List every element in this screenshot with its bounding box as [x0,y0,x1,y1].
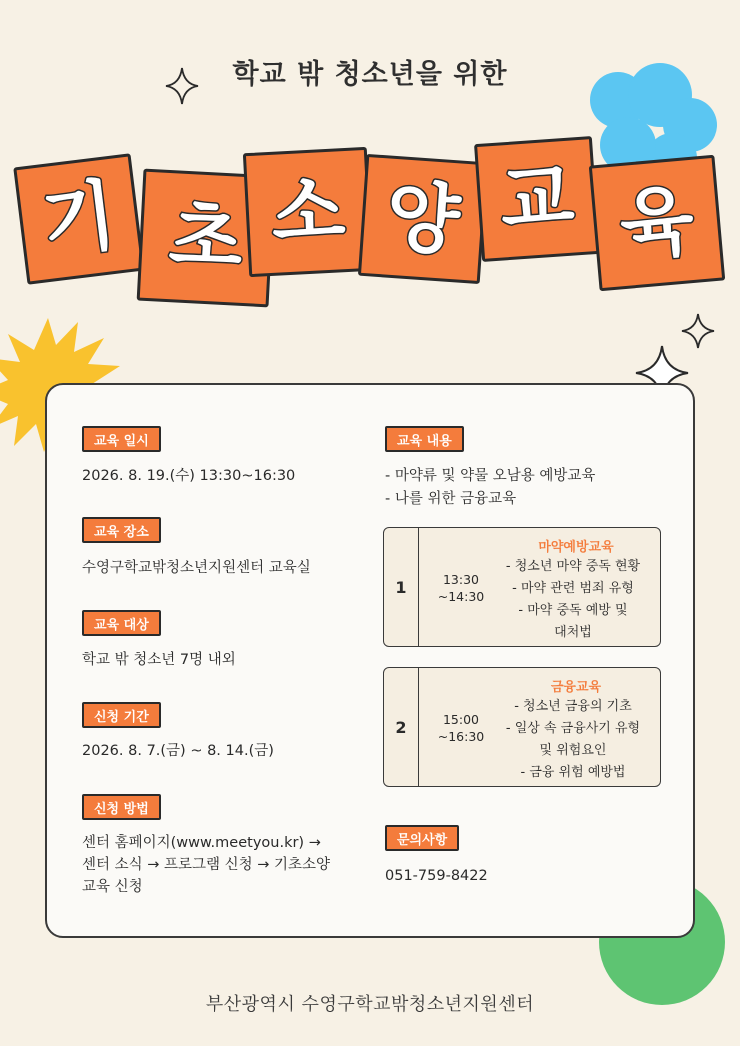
contact-phone: 051-759-8422 [385,868,488,884]
method-line-1: 센터 홈페이지(www.meetyou.kr) → [82,835,321,851]
place-label: 교육 장소 [82,517,161,543]
footer-organization: 부산광역시 수영구학교밖청소년지원센터 [205,994,535,1015]
list-item: - 청소년 금융의 기초 [514,699,632,714]
title-char: 초 [167,191,246,284]
list-item: 및 위험요인 [539,743,607,758]
session-items [492,696,654,784]
method-line-2: 센터 소식 → 프로그램 신청 → 기초소양 [82,857,331,873]
session-number: 2 [384,668,419,786]
content-item-1: - 마약류 및 약물 오남용 예방교육 [385,468,596,484]
content-label: 교육 내용 [385,426,464,452]
title-char: 양 [383,171,463,266]
method-label: 신청 방법 [82,794,161,820]
session-time-start: 15:00 [442,712,480,727]
title-tile-4 [358,154,488,284]
title-tile-5 [474,136,600,262]
contact-label: 문의사항 [385,825,459,851]
session-items [492,556,654,644]
sparkle-icon [682,314,714,348]
list-item: - 청소년 마약 중독 현황 [505,559,641,574]
method-line-3: 교육 신청 [82,879,143,895]
title-tile-3 [243,147,373,277]
session-time-end: ~14:30 [437,589,485,604]
title-tile-6 [589,155,726,292]
schedule-value: 2026. 8. 19.(수) 13:30~16:30 [82,468,296,484]
list-item: - 금융 위험 예방법 [520,765,626,780]
title-char: 소 [268,165,347,258]
target-label: 교육 대상 [82,610,161,636]
place-value: 수영구학교밖청소년지원센터 교육실 [82,560,311,576]
period-label: 신청 기간 [82,702,161,728]
session-time-start: 13:30 [442,572,480,587]
list-item: - 일상 속 금융사기 유형 [505,721,641,736]
title-tile-1 [13,153,145,285]
period-value: 2026. 8. 7.(금) ~ 8. 14.(금) [82,743,274,759]
session-box-1 [383,527,661,647]
session-title: 마약예방교육 [538,540,614,555]
schedule-label: 교육 일시 [82,426,161,452]
target-value: 학교 밖 청소년 7명 내외 [82,652,236,668]
title-char: 기 [37,169,121,268]
content-item-2: - 나를 위한 금융교육 [385,491,517,507]
title-char: 육 [616,174,698,271]
session-title: 금융교육 [550,680,602,695]
subtitle: 학교 밖 청소년을 위한 [232,59,508,90]
list-item: 대처법 [554,625,592,640]
list-item: - 마약 중독 예방 및 [518,603,628,618]
list-item: - 마약 관련 범죄 유형 [512,581,634,596]
session-time-end: ~16:30 [437,729,485,744]
session-box-2 [383,667,661,787]
title-char: 교 [497,151,577,246]
session-number: 1 [384,528,419,646]
